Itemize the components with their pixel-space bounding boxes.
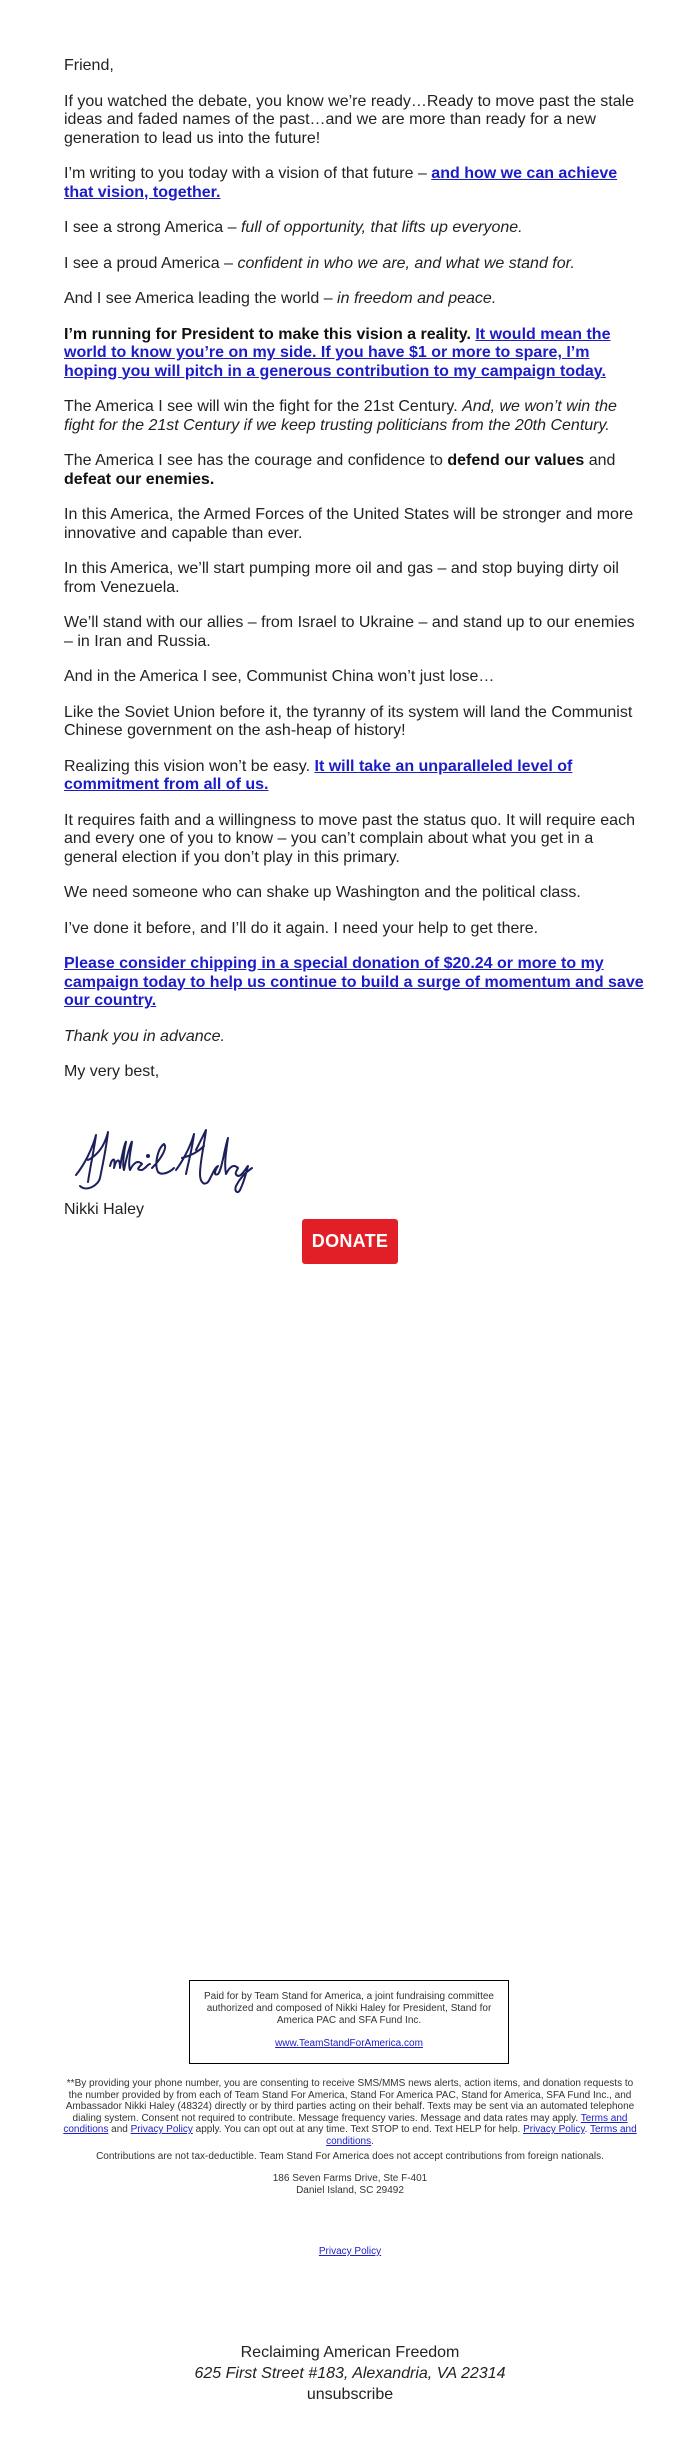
paragraph-text: I’m writing to you today with a vision of that future – bbox=[64, 165, 432, 182]
paragraph-emphasis: confident in who we are, and what we stand for. bbox=[237, 254, 575, 272]
paragraph: Like the Soviet Union before it, the tyranny of its system will land the Communist Chinese government on the ash-heap of history! bbox=[64, 703, 633, 739]
paragraph-text: The America I see has the courage and confidence to bbox=[64, 452, 448, 469]
paragraph bbox=[64, 398, 644, 435]
paragraph bbox=[64, 955, 644, 1011]
vision-link[interactable]: and how we can achieve that vision, together. bbox=[64, 165, 618, 201]
paragraph: In this America, the Armed Forces of the United States will be stronger and more innovative and capable than ever. bbox=[64, 506, 634, 542]
paragraph: If you watched the debate, you know we’re ready…Ready to move past the stale ideas and faded names of the past…and we are more than ready for a new generation to lead us into the future! bbox=[64, 92, 635, 147]
website-link[interactable]: www.TeamStandForAmerica.com bbox=[275, 2038, 423, 2049]
conjunction: and bbox=[108, 2124, 131, 2135]
website-paragraph bbox=[202, 2038, 496, 2050]
paragraph bbox=[64, 452, 644, 489]
privacy-link[interactable]: Privacy Policy bbox=[130, 2124, 193, 2135]
unsubscribe-row bbox=[0, 2384, 700, 2405]
paid-for-disclaimer bbox=[189, 1980, 509, 2064]
thanks-text: Thank you in advance. bbox=[64, 1027, 225, 1045]
sms-consent-text bbox=[62, 2078, 638, 2147]
paragraph-emphasis: full of opportunity, that lifts up everyone. bbox=[240, 219, 523, 236]
paragraph bbox=[64, 255, 644, 274]
paragraph-bold: defeat our enemies. bbox=[64, 470, 215, 488]
period: . bbox=[371, 2135, 374, 2147]
sms-consent-notice bbox=[62, 2078, 638, 2147]
paragraph-text: The America I see will win the fight for the 21st Century. bbox=[64, 398, 463, 415]
thanks bbox=[64, 1028, 644, 1047]
paragraph-bold: defend our values bbox=[447, 452, 585, 469]
closing: My very best, bbox=[64, 1063, 160, 1080]
signer-name: Nikki Haley bbox=[64, 1201, 145, 1218]
special-donation-link[interactable]: Please consider chipping in a special donation of $20.24 or more to my campaign today to help us continue to build a surge of momentum and save our country. bbox=[64, 955, 644, 1009]
org-name: Reclaiming American Freedom bbox=[240, 2344, 460, 2361]
paragraph bbox=[64, 165, 644, 202]
paragraph-bold: I’m running for President to make this vision a reality. bbox=[64, 325, 471, 343]
donate-button[interactable]: DONATE bbox=[302, 1219, 398, 1264]
privacy-policy-link[interactable]: Privacy Policy bbox=[318, 2246, 382, 2257]
paragraph bbox=[64, 758, 644, 795]
terms-link[interactable]: Terms and conditions bbox=[63, 2112, 628, 2135]
org-address: 625 First Street #183, Alexandria, VA 22314 bbox=[194, 2365, 506, 2382]
paragraph-text: I see a proud America – bbox=[64, 254, 238, 272]
terms-link[interactable]: Terms and conditions bbox=[326, 2124, 637, 2147]
paragraph-text: Realizing this vision won’t be easy. bbox=[64, 757, 315, 775]
paragraph: We need someone who can shake up Washington and the political class. bbox=[64, 884, 581, 901]
committee-address bbox=[62, 2173, 638, 2196]
sms-text: **By providing your phone number, you are consenting to receive SMS/MMS news alerts, action items, and donation requests to the number provided by from each of Team Stand For America, Stand For America PAC, Stand for America, SFA Fund Inc., and Ambassador Nikki Haley (48324) directly or by third parties acting on their behalf. Texts may be sent via an automated telephone dialing system. Consent not required to contribute. Message frequency varies. Message and data rates may apply. bbox=[65, 2078, 635, 2124]
paragraph: And in the America I see, Communist China won’t just lose… bbox=[64, 668, 495, 685]
paragraph bbox=[64, 219, 644, 238]
tax-note: Contributions are not tax-deductible. Team Stand For America does not accept contributions from foreign nationals. bbox=[96, 2151, 604, 2162]
commitment-link[interactable]: It will take an unparalleled level of commitment from all of us. bbox=[64, 757, 573, 793]
paragraph bbox=[64, 290, 644, 309]
greeting: Friend, bbox=[64, 57, 114, 74]
paragraph: In this America, we’ll start pumping more oil and gas – and stop buying dirty oil from Venezuela. bbox=[64, 560, 619, 596]
paragraph: It requires faith and a willingness to move past the status quo. It will require each and every one of you to know – you can’t complain about what you get in a general election if you don’t play in this primary. bbox=[64, 811, 635, 866]
paragraph bbox=[64, 326, 644, 382]
paragraph: We’ll stand with our allies – from Israel to Ukraine – and stand up to our enemies – in Iran and Russia. bbox=[64, 614, 635, 650]
letter-body bbox=[64, 57, 644, 1099]
paragraph-text: And I see America leading the world – bbox=[64, 290, 338, 307]
email-footer bbox=[0, 2342, 700, 2405]
unsubscribe-link[interactable]: unsubscribe bbox=[306, 2386, 394, 2403]
signature-image bbox=[64, 1120, 264, 1200]
paid-for-text: Paid for by Team Stand for America, a joint fundraising committee authorized and composed of Nikki Haley for President, Stand for America PAC and SFA Fund Inc. bbox=[204, 1991, 494, 2026]
privacy-link[interactable]: Privacy Policy bbox=[523, 2124, 585, 2135]
paragraph-emphasis: And, we won’t win the fight for the 21st Century if we keep trusting politicians from the 20th Century. bbox=[64, 398, 617, 434]
separator: . bbox=[584, 2124, 590, 2135]
paragraph-text: I see a strong America – bbox=[64, 219, 241, 236]
paragraph-text: and bbox=[584, 452, 616, 469]
sms-text: apply. You can opt out at any time. Text STOP to end. Text HELP for help. bbox=[192, 2124, 524, 2135]
address-line-2: Daniel Island, SC 29492 bbox=[296, 2184, 404, 2196]
paragraph: I’ve done it before, and I’ll do it again. I need your help to get there. bbox=[64, 919, 539, 937]
paragraph-emphasis: in freedom and peace. bbox=[337, 290, 497, 307]
contribution-link[interactable]: It would mean the world to know you’re on my side. If you have $1 or more to spare, I’m hoping you will pitch in a generous contribution to my campaign today. bbox=[64, 325, 611, 380]
address-line-1: 186 Seven Farms Drive, Ste F-401 bbox=[272, 2173, 428, 2184]
privacy-policy-row bbox=[62, 2246, 638, 2258]
